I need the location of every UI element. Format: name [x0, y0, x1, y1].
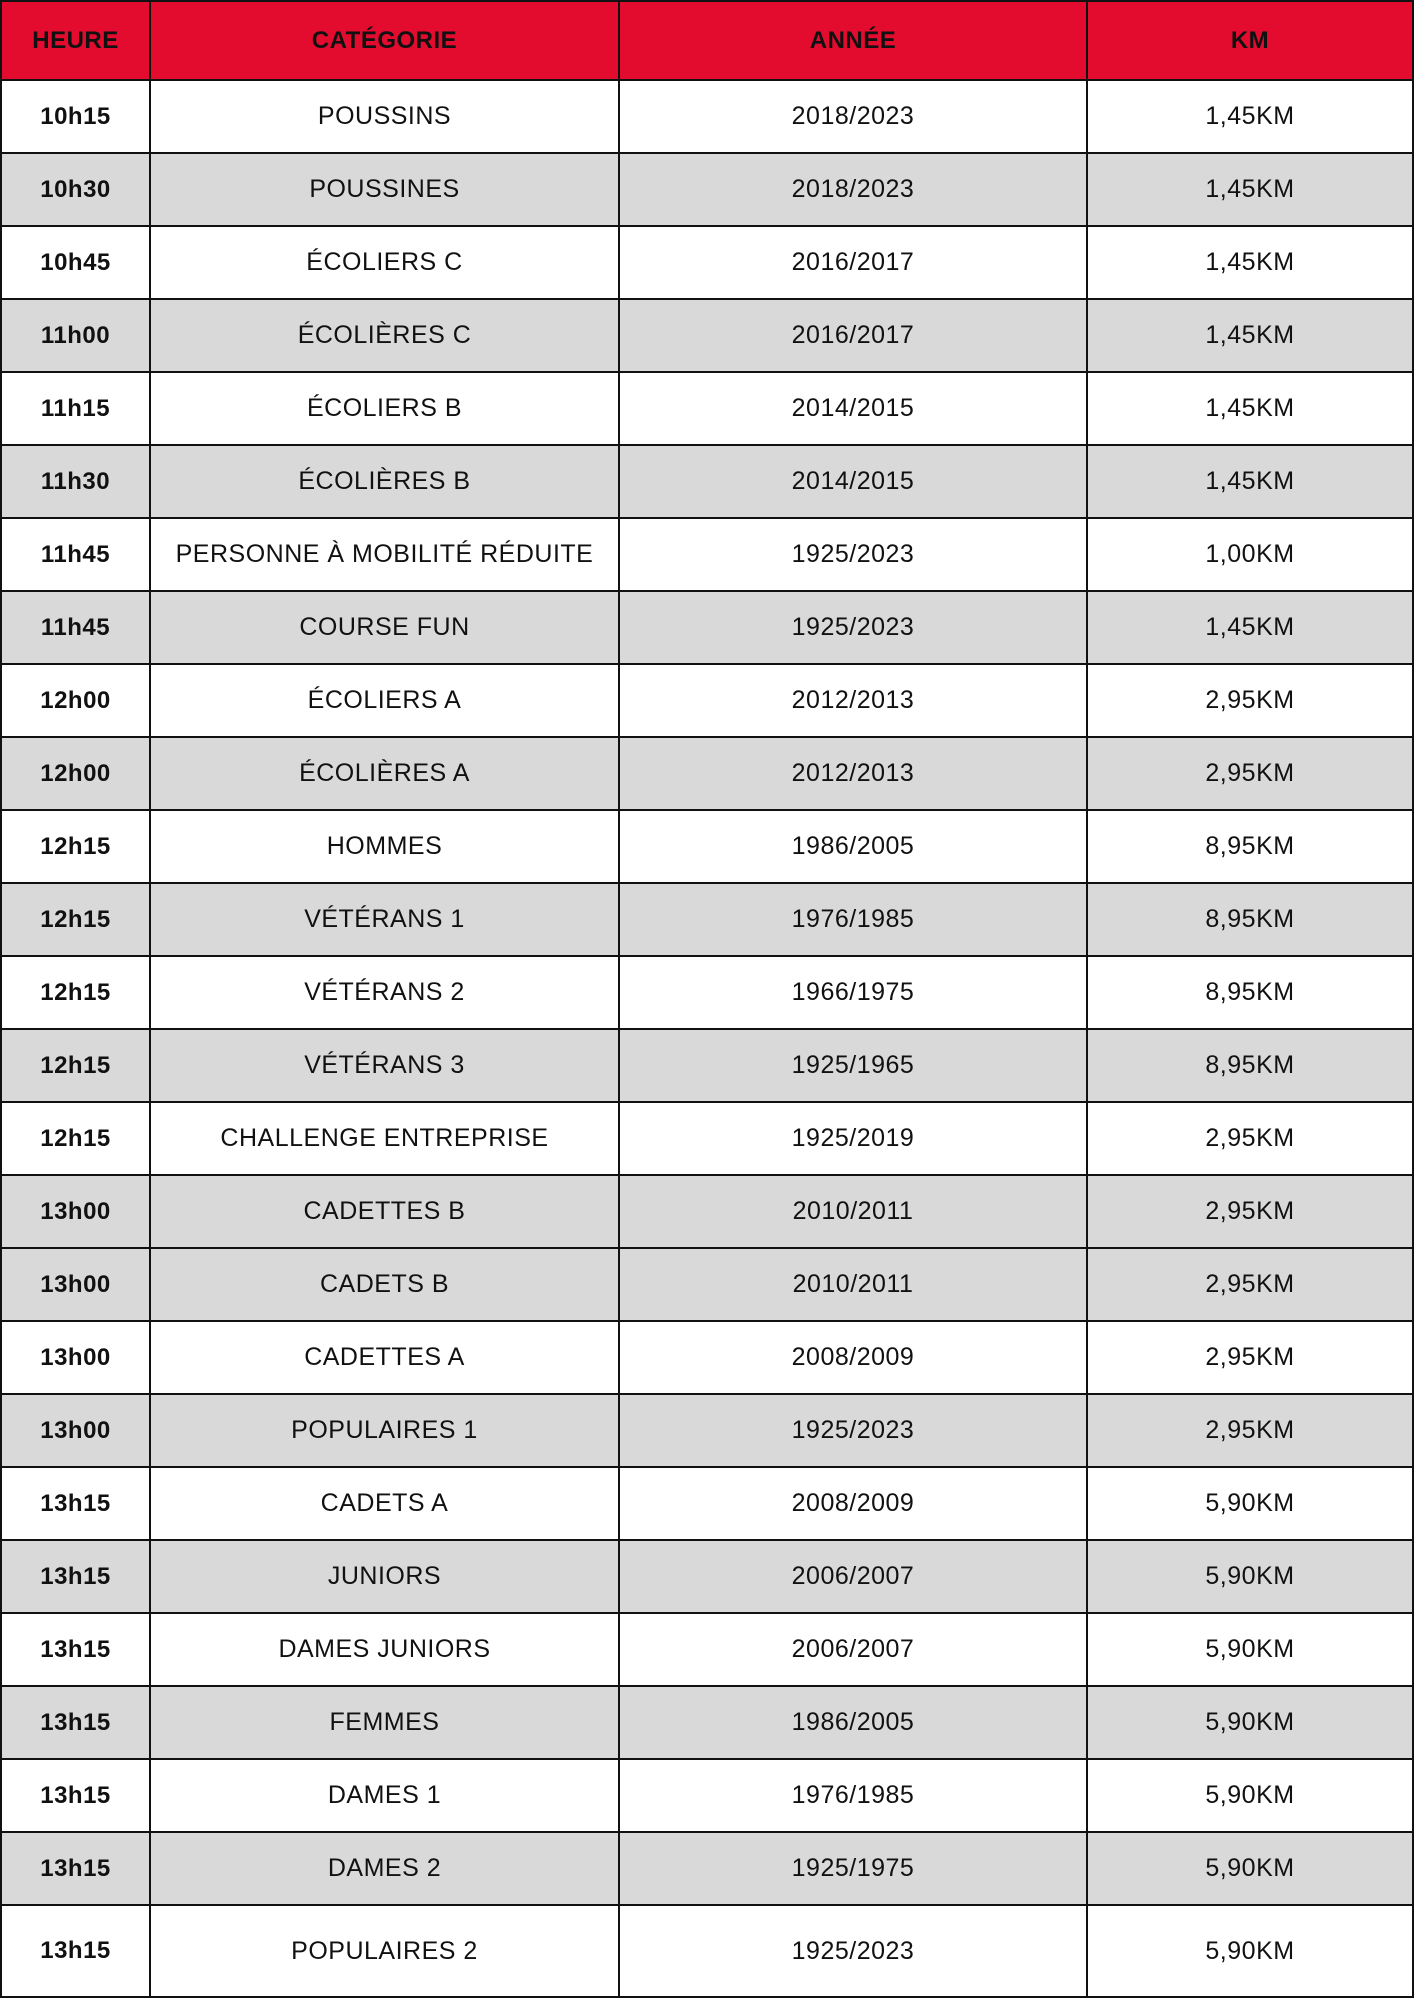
year-cell: 1925/2023 [620, 592, 1088, 665]
distance-cell: 2,95KM [1088, 1322, 1414, 1395]
category-cell: ÉCOLIÈRES C [151, 300, 620, 373]
header-time: HEURE [2, 2, 151, 81]
time-cell: 13h15 [2, 1468, 151, 1541]
distance-cell: 5,90KM [1088, 1614, 1414, 1687]
table-row [2, 1249, 1414, 1322]
distance-cell: 8,95KM [1088, 957, 1414, 1030]
table-row [2, 738, 1414, 811]
table-row [2, 1541, 1414, 1614]
table-row [2, 1614, 1414, 1687]
distance-cell: 1,45KM [1088, 373, 1414, 446]
time-cell: 13h00 [2, 1176, 151, 1249]
category-cell: COURSE FUN [151, 592, 620, 665]
time-cell: 11h00 [2, 300, 151, 373]
table-row [2, 1906, 1414, 1998]
distance-cell: 1,45KM [1088, 446, 1414, 519]
table-row [2, 1103, 1414, 1176]
year-cell: 2012/2013 [620, 665, 1088, 738]
year-cell: 2014/2015 [620, 373, 1088, 446]
category-cell: CADETTES B [151, 1176, 620, 1249]
time-cell: 13h15 [2, 1833, 151, 1906]
table-row [2, 154, 1414, 227]
category-cell: PERSONNE À MOBILITÉ RÉDUITE [151, 519, 620, 592]
distance-cell: 5,90KM [1088, 1687, 1414, 1760]
table-row [2, 811, 1414, 884]
category-cell: VÉTÉRANS 2 [151, 957, 620, 1030]
category-cell: VÉTÉRANS 3 [151, 1030, 620, 1103]
table-row [2, 1030, 1414, 1103]
year-cell: 1925/2023 [620, 1395, 1088, 1468]
distance-cell: 5,90KM [1088, 1468, 1414, 1541]
category-cell: ÉCOLIÈRES B [151, 446, 620, 519]
category-cell: CADETTES A [151, 1322, 620, 1395]
year-cell: 2012/2013 [620, 738, 1088, 811]
category-cell: CADETS A [151, 1468, 620, 1541]
header-category: CATÉGORIE [151, 2, 620, 81]
category-cell: JUNIORS [151, 1541, 620, 1614]
table-row [2, 300, 1414, 373]
header-year: ANNÉE [620, 2, 1088, 81]
time-cell: 12h15 [2, 1030, 151, 1103]
time-cell: 12h00 [2, 665, 151, 738]
category-cell: ÉCOLIERS A [151, 665, 620, 738]
time-cell: 13h00 [2, 1395, 151, 1468]
year-cell: 1925/2023 [620, 519, 1088, 592]
year-cell: 1966/1975 [620, 957, 1088, 1030]
distance-cell: 2,95KM [1088, 1395, 1414, 1468]
table-row [2, 884, 1414, 957]
category-cell: ÉCOLIÈRES A [151, 738, 620, 811]
category-cell: DAMES 1 [151, 1760, 620, 1833]
table-header-row [2, 2, 1414, 81]
table-row [2, 227, 1414, 300]
year-cell: 1986/2005 [620, 811, 1088, 884]
time-cell: 13h15 [2, 1614, 151, 1687]
distance-cell: 1,45KM [1088, 81, 1414, 154]
category-cell: ÉCOLIERS C [151, 227, 620, 300]
category-cell: DAMES 2 [151, 1833, 620, 1906]
time-cell: 10h15 [2, 81, 151, 154]
table-row [2, 81, 1414, 154]
year-cell: 1976/1985 [620, 1760, 1088, 1833]
category-cell: POPULAIRES 2 [151, 1906, 620, 1998]
time-cell: 10h30 [2, 154, 151, 227]
year-cell: 2010/2011 [620, 1176, 1088, 1249]
year-cell: 2018/2023 [620, 81, 1088, 154]
time-cell: 12h00 [2, 738, 151, 811]
category-cell: VÉTÉRANS 1 [151, 884, 620, 957]
table-row [2, 1687, 1414, 1760]
distance-cell: 1,45KM [1088, 227, 1414, 300]
distance-cell: 1,00KM [1088, 519, 1414, 592]
time-cell: 10h45 [2, 227, 151, 300]
year-cell: 2006/2007 [620, 1614, 1088, 1687]
table-row [2, 446, 1414, 519]
year-cell: 1986/2005 [620, 1687, 1088, 1760]
year-cell: 2008/2009 [620, 1322, 1088, 1395]
time-cell: 13h00 [2, 1322, 151, 1395]
year-cell: 2016/2017 [620, 300, 1088, 373]
time-cell: 12h15 [2, 811, 151, 884]
distance-cell: 1,45KM [1088, 592, 1414, 665]
table-row [2, 1176, 1414, 1249]
distance-cell: 2,95KM [1088, 738, 1414, 811]
category-cell: HOMMES [151, 811, 620, 884]
category-cell: DAMES JUNIORS [151, 1614, 620, 1687]
year-cell: 2018/2023 [620, 154, 1088, 227]
year-cell: 2006/2007 [620, 1541, 1088, 1614]
time-cell: 11h30 [2, 446, 151, 519]
category-cell: CADETS B [151, 1249, 620, 1322]
time-cell: 13h15 [2, 1687, 151, 1760]
distance-cell: 8,95KM [1088, 811, 1414, 884]
time-cell: 13h15 [2, 1760, 151, 1833]
distance-cell: 2,95KM [1088, 1249, 1414, 1322]
time-cell: 13h15 [2, 1541, 151, 1614]
time-cell: 12h15 [2, 1103, 151, 1176]
time-cell: 11h45 [2, 592, 151, 665]
year-cell: 1925/2019 [620, 1103, 1088, 1176]
header-distance: KM [1088, 2, 1414, 81]
time-cell: 11h45 [2, 519, 151, 592]
year-cell: 1976/1985 [620, 884, 1088, 957]
time-cell: 12h15 [2, 957, 151, 1030]
distance-cell: 1,45KM [1088, 300, 1414, 373]
table-row [2, 1833, 1414, 1906]
category-cell: FEMMES [151, 1687, 620, 1760]
table-row [2, 592, 1414, 665]
category-cell: CHALLENGE ENTREPRISE [151, 1103, 620, 1176]
table-row [2, 1395, 1414, 1468]
time-cell: 13h15 [2, 1906, 151, 1998]
year-cell: 1925/1975 [620, 1833, 1088, 1906]
year-cell: 1925/1965 [620, 1030, 1088, 1103]
table-row [2, 665, 1414, 738]
category-cell: ÉCOLIERS B [151, 373, 620, 446]
table-row [2, 957, 1414, 1030]
distance-cell: 1,45KM [1088, 154, 1414, 227]
distance-cell: 2,95KM [1088, 665, 1414, 738]
category-cell: POUSSINES [151, 154, 620, 227]
distance-cell: 5,90KM [1088, 1760, 1414, 1833]
time-cell: 11h15 [2, 373, 151, 446]
table-row [2, 1760, 1414, 1833]
distance-cell: 5,90KM [1088, 1906, 1414, 1998]
table-row [2, 1468, 1414, 1541]
distance-cell: 2,95KM [1088, 1176, 1414, 1249]
distance-cell: 2,95KM [1088, 1103, 1414, 1176]
time-cell: 12h15 [2, 884, 151, 957]
table-row [2, 373, 1414, 446]
table-row [2, 1322, 1414, 1395]
year-cell: 1925/2023 [620, 1906, 1088, 1998]
year-cell: 2016/2017 [620, 227, 1088, 300]
year-cell: 2014/2015 [620, 446, 1088, 519]
distance-cell: 5,90KM [1088, 1541, 1414, 1614]
time-cell: 13h00 [2, 1249, 151, 1322]
year-cell: 2010/2011 [620, 1249, 1088, 1322]
category-cell: POPULAIRES 1 [151, 1395, 620, 1468]
distance-cell: 8,95KM [1088, 884, 1414, 957]
category-cell: POUSSINS [151, 81, 620, 154]
distance-cell: 5,90KM [1088, 1833, 1414, 1906]
year-cell: 2008/2009 [620, 1468, 1088, 1541]
table-row [2, 519, 1414, 592]
distance-cell: 8,95KM [1088, 1030, 1414, 1103]
